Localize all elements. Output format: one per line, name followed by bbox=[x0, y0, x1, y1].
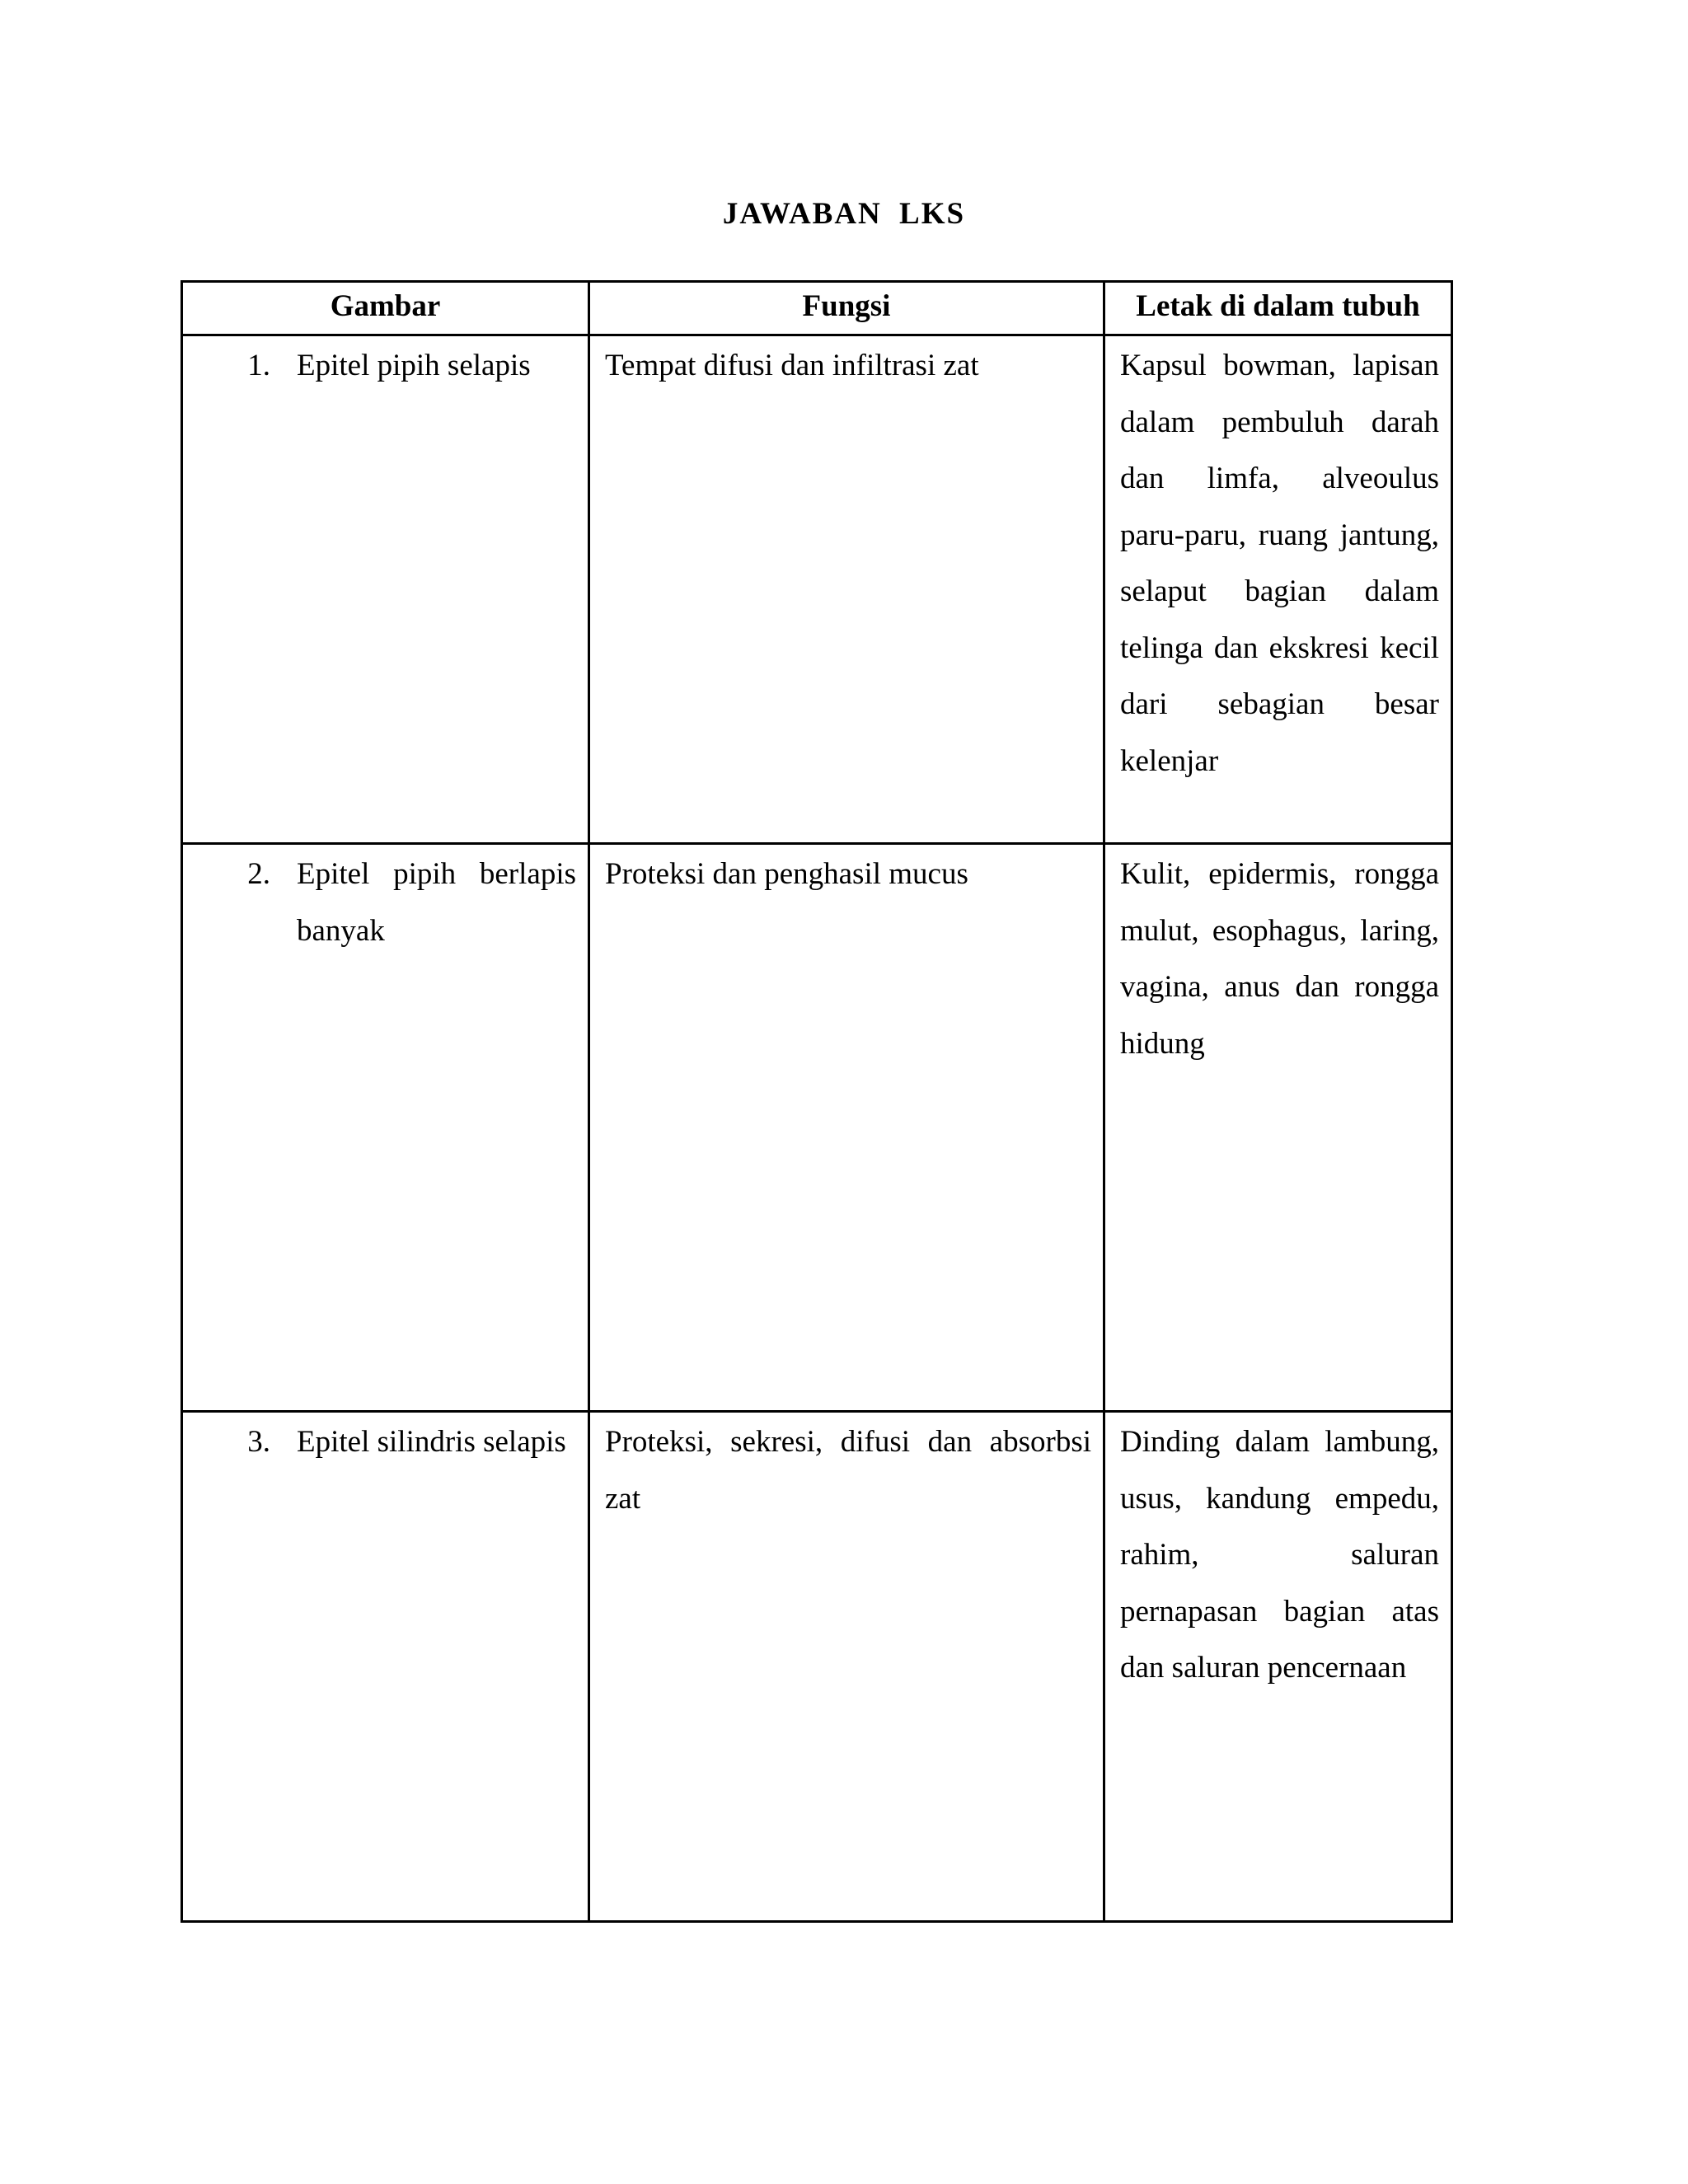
header-gambar: Gambar bbox=[182, 282, 589, 335]
letak-cell: Kapsul bowman, lapisan dalam pembuluh darah dan limfa, alveoulus paru-paru, ruang jantung, selaput bagian dalam telinga dan ekskresi kecil dari sebagian besar kelenjar bbox=[1104, 335, 1452, 844]
row-number: 3. bbox=[247, 1425, 270, 1459]
header-fungsi: Fungsi bbox=[589, 282, 1104, 335]
header-letak: Letak di dalam tubuh bbox=[1104, 282, 1452, 335]
table-row bbox=[182, 844, 1452, 1412]
gambar-cell bbox=[182, 844, 589, 1412]
gambar-text: Epitel pipih berlapis banyak bbox=[297, 857, 576, 948]
fungsi-cell: Tempat difusi dan infiltrasi zat bbox=[589, 335, 1104, 844]
row-number: 2. bbox=[247, 857, 270, 891]
table-header-row bbox=[182, 282, 1452, 335]
fungsi-cell: Proteksi, sekresi, difusi dan absorbsi zat bbox=[589, 1412, 1104, 1922]
answer-table bbox=[181, 280, 1453, 1923]
page-title: JAWABAN LKS bbox=[722, 197, 966, 231]
table-row bbox=[182, 335, 1452, 844]
gambar-cell bbox=[182, 1412, 589, 1922]
gambar-text: Epitel pipih selapis bbox=[297, 349, 531, 382]
table-row bbox=[182, 1412, 1452, 1922]
gambar-cell bbox=[182, 335, 589, 844]
letak-cell: Dinding dalam lambung, usus, kandung empedu, rahim, saluran pernapasan bagian atas dan saluran pencernaan bbox=[1104, 1412, 1452, 1922]
row-number: 1. bbox=[247, 349, 270, 382]
letak-cell: Kulit, epidermis, rongga mulut, esophagus, laring, vagina, anus dan rongga hidung bbox=[1104, 844, 1452, 1412]
fungsi-cell: Proteksi dan penghasil mucus bbox=[589, 844, 1104, 1412]
gambar-text: Epitel silindris selapis bbox=[297, 1425, 566, 1459]
